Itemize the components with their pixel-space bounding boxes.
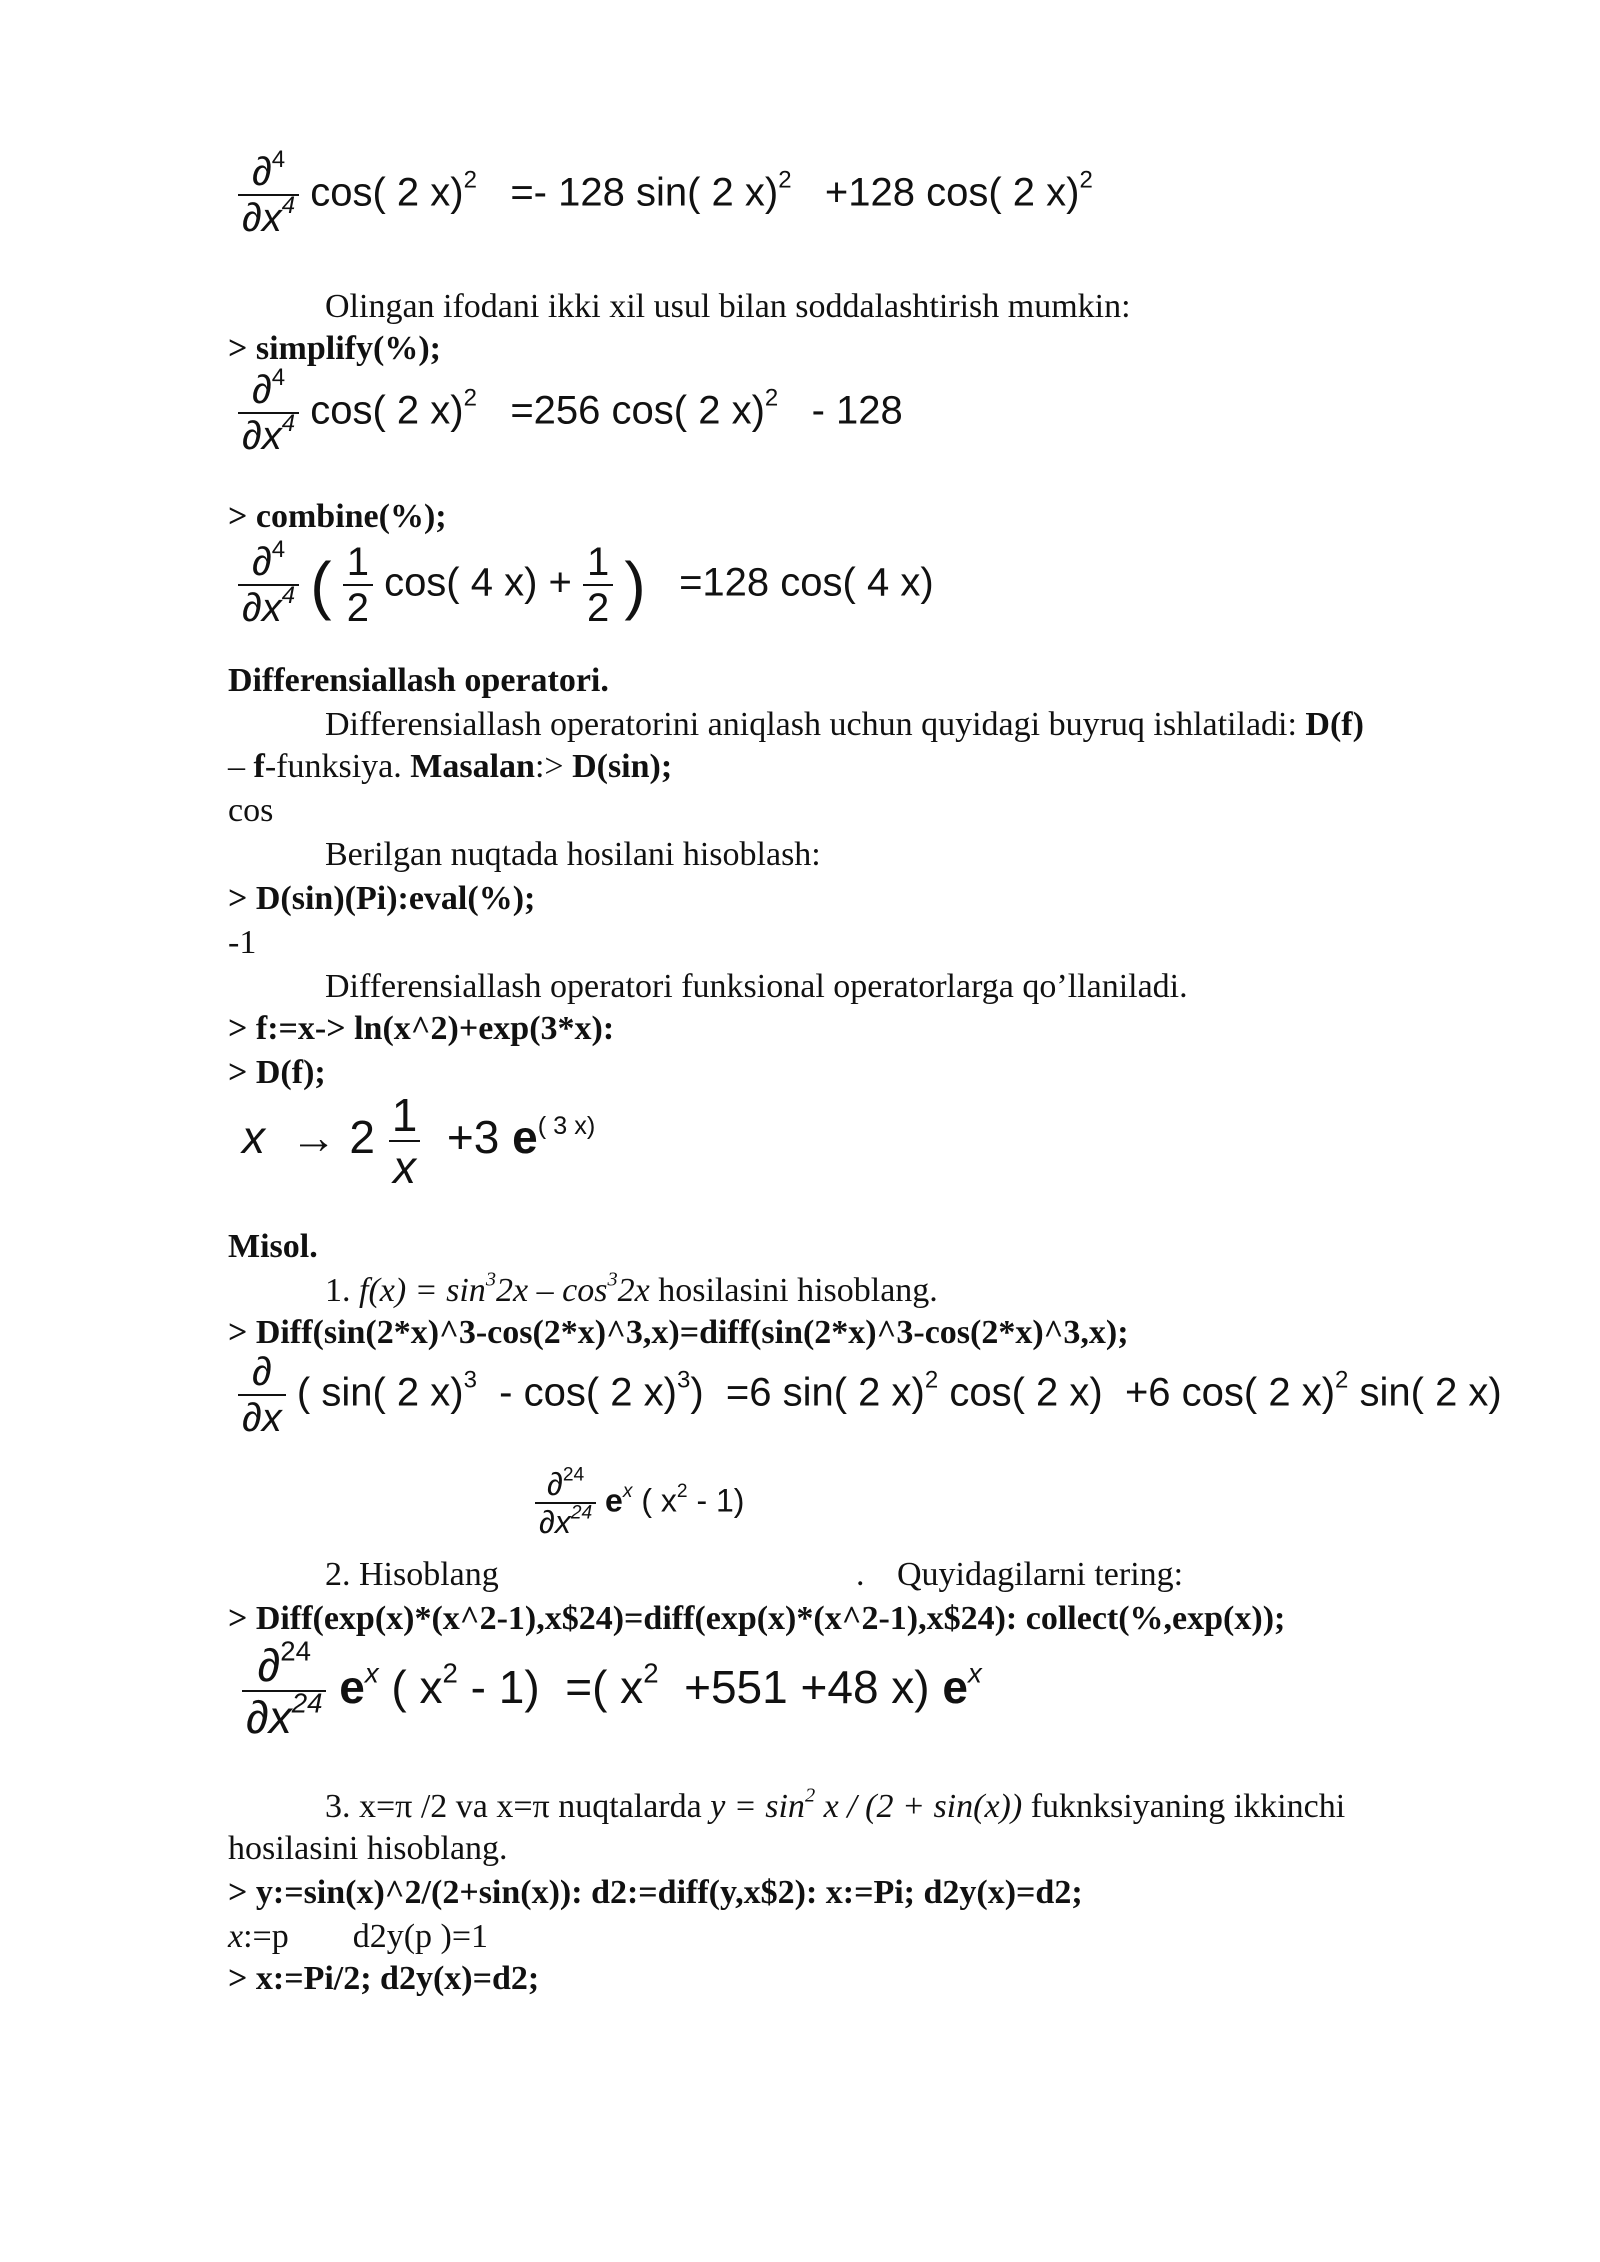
fraction-one-over-x: $\frac{1}{x}$ (388, 1090, 422, 1192)
command-y-define: > y:=sin(x)^2/(2+sin(x)): d2:=diff(y,x$2): x:=Pi; d2y(x)=d2; (228, 1874, 1083, 1911)
example-2-label: 2. Hisoblang (325, 1556, 499, 1593)
partial-derivative-fraction: $\frac{\partial^4}{\partial x^4}$ (238, 540, 299, 630)
equation-5: $\frac{\partial}{\partial x}$ ( sin( 2 x)$^3$ - cos( 2 x)$^3$) =6 sin( 2 x)$^2$ cos( 2 x) +6 cos( 2 x)$^2$ sin( 2 x) (238, 1350, 1502, 1440)
partial-derivative-fraction: $\frac{\partial^{24}}{\partial x^{24}}$ (242, 1640, 326, 1742)
example-3-line2: hosilasini hisoblang. (228, 1830, 508, 1867)
partial-derivative-fraction: $\frac{\partial^4}{\partial x^4}$ (238, 368, 299, 458)
paragraph-operator-line2: – f-funksiya. Masalan:> D(sin); (228, 748, 673, 785)
output-minus-one: -1 (228, 924, 257, 961)
equation-4: x → 2 $\frac{1}{x}$ +3 $e^{( 3 x)}$ (242, 1089, 596, 1193)
partial-derivative-fraction: $\frac{\partial^4}{\partial x^4}$ (238, 150, 299, 240)
misol-heading: Misol. (228, 1228, 318, 1265)
command-dsin-pi: > D(sin)(Pi):eval(%); (228, 880, 536, 917)
command-define-f: > f:=x-> ln(x^2)+exp(3*x): (228, 1010, 615, 1047)
command-simplify: > simplify(%); (228, 330, 441, 367)
example-2-after: Quyidagilarni tering: (897, 1556, 1184, 1593)
command-diff-2: > Diff(exp(x)*(x^2-1),x$24)=diff(exp(x)*(x^2-1),x$24): collect(%,exp(x)); (228, 1600, 1286, 1637)
paragraph-functional-operators: Differensiallash operatori funksional operatorlarga qo’llaniladi. (325, 968, 1188, 1005)
section-title: Differensiallash operatori. (228, 662, 609, 699)
command-combine: > combine(%); (228, 498, 447, 535)
equation-1: $\frac{\partial^4}{\partial x^4}$ cos( 2 x)$^2$ =- 128 sin( 2 x)$^2$ +128 cos( 2 x)$^2$ (238, 150, 1093, 240)
equation-2: $\frac{\partial^4}{\partial x^4}$ cos( 2 x)$^2$ =256 cos( 2 x)$^2$ - 128 (238, 368, 903, 458)
equation-3: $\frac{\partial^4}{\partial x^4}$ ( $\frac{1}{2}$ cos( 4 x) + $\frac{1}{2}$ ) =128 cos( 4 x) (238, 540, 934, 630)
equation-6: $\frac{\partial^{24}}{\partial x^{24}}$ $e^x$ ( $x^2 - 1$) =( $x^2 +551 +48$ x) $e^x$ (242, 1640, 982, 1742)
example-2-expression: $\frac{\partial^{24}}{\partial x^{24}}$ $e^x$ ( $x^2 - 1$) (535, 1466, 744, 1540)
example-3-line1: 3. x=π /2 va x=π nuqtalarda $y = \sin^2 x / (2 + \sin(x))$ fuknksiyaning ikkinchi (325, 1784, 1346, 1825)
partial-derivative-fraction: $\frac{\partial}{\partial x}$ (238, 1350, 286, 1440)
paragraph-point-derivative: Berilgan nuqtada hosilani hisoblash: (325, 836, 821, 873)
example-2-dot: . (856, 1556, 865, 1593)
paragraph-simplify-intro: Olingan ifodani ikki xil usul bilan soddalashtirish mumkin: (325, 288, 1131, 325)
command-diff-1: > Diff(sin(2*x)^3-cos(2*x)^3,x)=diff(sin(2*x)^3-cos(2*x)^3,x); (228, 1314, 1129, 1351)
output-cos: cos (228, 792, 274, 829)
paragraph-operator-line1: Differensiallash operatorini aniqlash uchun quyidagi buyruq ishlatiladi: D(f) (325, 706, 1364, 743)
partial-derivative-fraction: $\frac{\partial^{24}}{\partial x^{24}}$ (535, 1466, 596, 1540)
command-x-pi-half: > x:=Pi/2; d2y(x)=d2; (228, 1960, 540, 1997)
example-1: 1. $f(x) = \sin^32x - \cos^32x$ hosilasini hisoblang. (325, 1268, 938, 1309)
output-x-pi: x:=p d2y(p )=1 (228, 1918, 489, 1955)
command-d-f: > D(f); (228, 1054, 326, 1091)
